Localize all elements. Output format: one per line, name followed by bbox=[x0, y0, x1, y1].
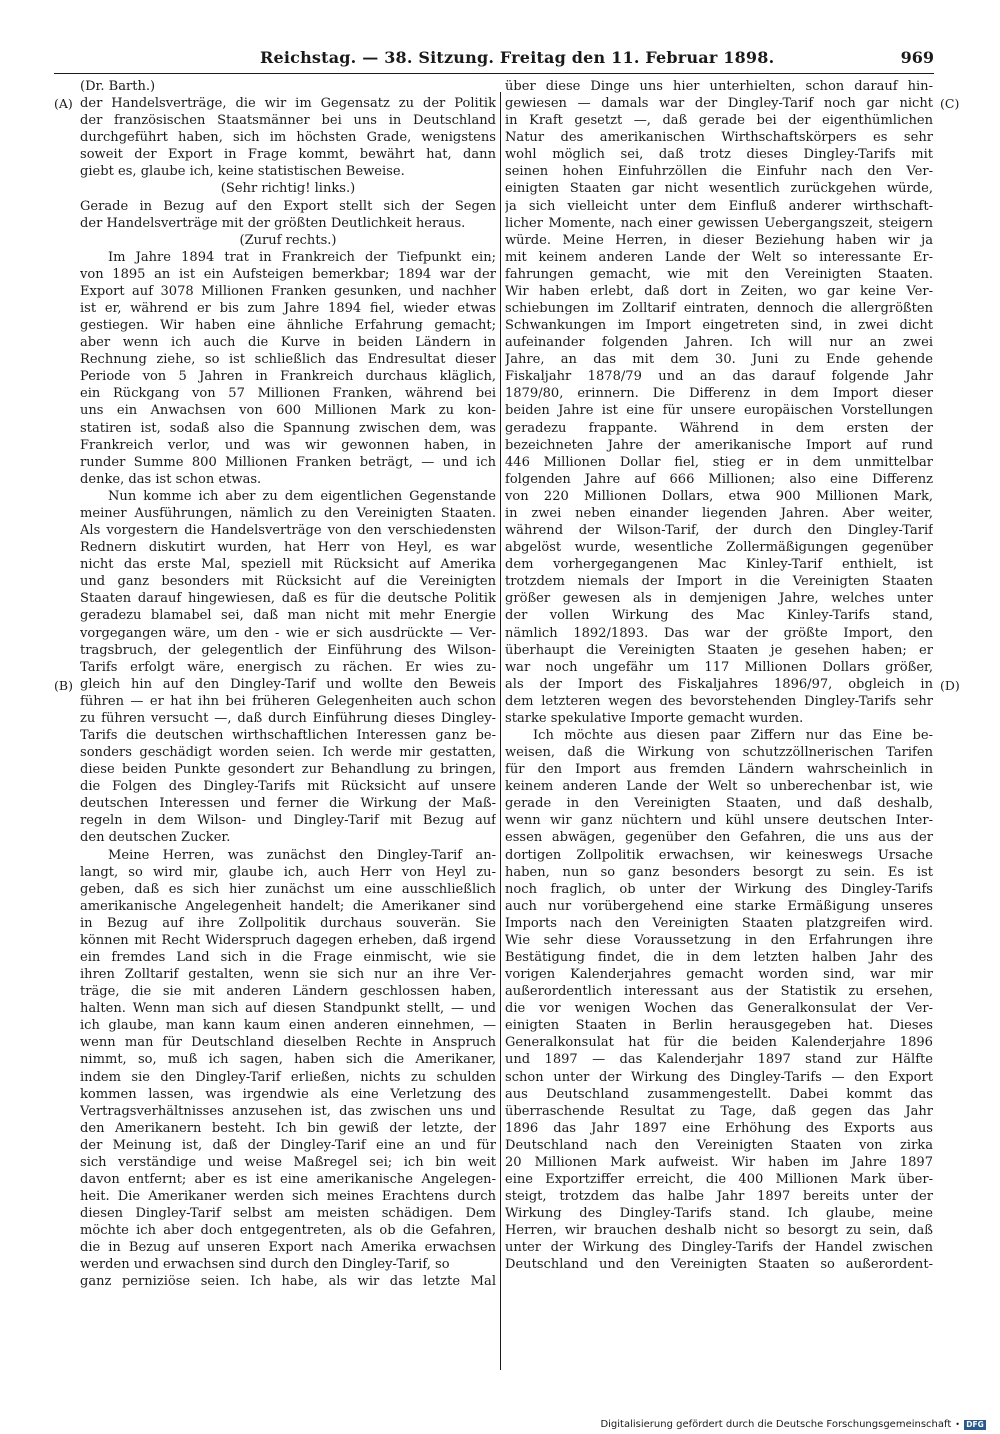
left-text-line: davon entfernt; aber es ist eine amerikanische Angelegen- bbox=[80, 1172, 496, 1187]
right-text-line: einigten Staaten gar nicht wesentlich zurückgehen würde, bbox=[505, 181, 933, 197]
left-text-line: amerikanische Angelegenheit handelt; die Amerikaner sind bbox=[80, 898, 496, 914]
left-text-line: Gerade in Bezug auf den Export stellt sich der Segen bbox=[80, 198, 496, 214]
margin-marker-b: (B) bbox=[54, 678, 73, 693]
right-text-line: wenn wir ganz nüchtern und kühl unsere deutschen Inter- bbox=[505, 813, 933, 829]
left-text-line: führen — er hat ihn bei früheren Gelegenheiten auch schon bbox=[80, 693, 496, 709]
left-text-line: statiren ist, sodaß also die Spannung zwischen dem, was bbox=[80, 420, 496, 436]
right-text-line: essen abwägen, gegenüber den Gefahren, die uns aus der bbox=[505, 830, 933, 846]
left-text-line: wenn man für Deutschland dieselben Rechte in Anspruch bbox=[80, 1035, 496, 1051]
left-text-line: der französischen Staatsmänner bei uns in Deutschland bbox=[80, 113, 496, 129]
left-text-line: gestiegen. Wir haben eine ähnliche Erfahrung gemacht; bbox=[80, 318, 496, 334]
left-text-line: ist er, während er bis zum Jahre 1894 fiel, wieder etwas bbox=[80, 301, 496, 317]
header-title: Reichstag. — 38. Sitzung. Freitag den 11. Februar 1898. bbox=[260, 48, 775, 67]
left-text-line: runder Summe 800 Millionen Franken beträgt, — und ich bbox=[80, 454, 496, 470]
left-text-line: Meine Herren, was zunächst den Dingley-Tarif an- bbox=[108, 847, 496, 863]
left-text-line: ihren Zolltarif gestalten, wenn sie sich nur an ihre Ver- bbox=[80, 967, 496, 983]
right-text-line: war noch ungefähr um 117 Millionen Dollars größer, bbox=[505, 659, 933, 675]
left-text-line: Tarifs die deutschen wirthschaftlichen Interessen ganz be- bbox=[80, 727, 496, 743]
left-text-line: halten. Wenn man sich auf diesen Standpunkt stellt, — und bbox=[80, 1001, 496, 1017]
left-text-line: in Bezug auf ihre Zollpolitik durchaus souverän. Sie bbox=[80, 915, 496, 931]
left-column-text bbox=[80, 95, 496, 1290]
left-text-line: der Handelsverträge mit der größten Deutlichkeit heraus. bbox=[80, 215, 466, 231]
right-text-line: abgelöst wurde, wesentliche Zollermäßigungen gegenüber bbox=[505, 540, 933, 556]
dfg-logo: DFG bbox=[964, 1420, 986, 1430]
right-text-line: aus Deutschland zusammengestellt. Dabei kommt das bbox=[505, 1086, 933, 1102]
left-text-line: kommen lassen, was irgendwie als eine Verletzung des bbox=[80, 1086, 496, 1102]
right-text-line: unter der Wirkung des Dingley-Tarifs der Handel zwischen bbox=[505, 1240, 933, 1256]
right-text-line: über diese Dinge uns hier unterhielten, schon darauf hin- bbox=[505, 79, 933, 94]
right-text-line: bezeichneten Jahre der amerikanische Import auf rund bbox=[505, 437, 933, 453]
right-column-text bbox=[505, 78, 933, 1273]
right-text-line: Generalkonsulat hat für die beiden Kalenderjahre 1896 bbox=[505, 1035, 933, 1051]
right-text-line: schon unter der Wirkung des Dingley-Tarifs — den Export bbox=[505, 1069, 933, 1085]
left-text-line: giebt es, glaube ich, keine statistischen Beweise. bbox=[80, 164, 405, 180]
left-text-line: Periode von 5 Jahren in Frankreich durchaus kläglich, bbox=[80, 369, 496, 385]
right-text-line: Wirkung des Dingley-Tarifs stand. Ich glaube, meine bbox=[505, 1206, 933, 1222]
right-text-line: von 220 Millionen Dollars, etwa 900 Millionen Mark, bbox=[505, 488, 933, 504]
right-text-line: überraschende Resultat zu Tage, daß gegen das Jahr bbox=[505, 1103, 933, 1119]
left-text-line: meiner Ausführungen, nämlich zu den Vereinigten Staaten. bbox=[80, 505, 496, 521]
right-text-line: Wie sehr diese Voraussetzung in den Erfahrungen ihre bbox=[505, 932, 933, 948]
left-text-line: Als vorgestern die Handelsverträge von den verschiedensten bbox=[80, 523, 496, 539]
left-text-line: Staaten darauf hingewiesen, daß es für die deutsche Politik bbox=[80, 591, 496, 607]
left-text-line: den deutschen Zucker. bbox=[80, 830, 231, 846]
left-text-line: ich glaube, man kann kaum einen anderen einnehmen, — bbox=[80, 1018, 496, 1034]
right-text-line: überhaupt die Vereinigten Staaten je gesehen haben; er bbox=[505, 642, 933, 658]
right-text-line: dortigen Zollpolitik erwachsen, wir keineswegs Ursache bbox=[505, 847, 933, 863]
page-number: 969 bbox=[900, 48, 934, 67]
left-text-line: uns ein Anwachsen von 600 Millionen Mark zu kon- bbox=[80, 403, 496, 419]
right-text-line: die vor wenigen Wochen das Generalkonsulat der Ver- bbox=[505, 1001, 933, 1017]
left-text-line: durchgeführt haben, sich im höchsten Grade, wenigstens bbox=[80, 130, 496, 146]
left-text-line: Vertragsverhältnisses anzusehen ist, das zwischen uns und bbox=[80, 1103, 496, 1119]
margin-marker-d: (D) bbox=[940, 678, 960, 693]
right-text-line: keinem anderen Lande der Welt so unberechenbar ist, wie bbox=[505, 779, 933, 795]
left-text-line: ganz perniziöse seien. Ich habe, als wir das letzte Mal bbox=[80, 1274, 496, 1290]
left-text-line: diesen Dingley-Tarif selbst am meisten schädigen. Dem bbox=[80, 1206, 496, 1222]
right-text-line: Bestätigung findet, die in dem letzten halben Jahr des bbox=[505, 949, 933, 965]
left-text-line: möchte ich aber doch entgegentreten, als ob die Gefahren, bbox=[80, 1223, 496, 1239]
right-text-line: Deutschland und den Vereinigten Staaten so außerordent- bbox=[505, 1257, 933, 1273]
left-text-line: denke, das ist schon etwas. bbox=[80, 471, 262, 487]
right-text-line: folgenden Jahre auf 666 Millionen; also eine Differenz bbox=[505, 471, 933, 487]
left-text-line: tragsbruch, der gelegentlich der Einführung des Wilson- bbox=[80, 642, 496, 658]
margin-marker-a: (A) bbox=[54, 96, 73, 111]
right-text-line: 1879/80, erinnern. Die Differenz in dem Import dieser bbox=[505, 386, 933, 402]
left-text-line: soweit der Export in Frage kommt, bewährt hat, dann bbox=[80, 147, 496, 163]
right-text-line: mit keinem anderen Lande der Welt so interessante Er- bbox=[505, 249, 933, 265]
running-header bbox=[74, 48, 934, 72]
left-text-line: deutschen Interessen und ferner die Wirkung der Maß- bbox=[80, 796, 496, 812]
right-text-line: gerade in den Vereinigten Staaten, und daß deshalb, bbox=[505, 796, 933, 812]
right-text-line: Imports nach den Vereinigten Staaten platzgreifen wird. bbox=[505, 915, 933, 931]
right-text-line: steigt, trotzdem das halbe Jahr 1897 bereits unter der bbox=[505, 1189, 933, 1205]
right-text-line: 20 Millionen Mark aufweist. Wir haben im Jahre 1897 bbox=[505, 1154, 933, 1170]
left-text-line: nimmt, so, muß ich sagen, haben sich die Amerikaner, bbox=[80, 1052, 496, 1068]
left-text-line: langt, so wird mir, glaube ich, auch Herr von Heyl zu- bbox=[80, 864, 496, 880]
right-text-line: trotzdem niemals der Import in die Vereinigten Staaten bbox=[505, 574, 933, 590]
left-text-line: die in Bezug auf unseren Export nach Amerika erwachsen bbox=[80, 1240, 496, 1256]
left-text-line: Export auf 3078 Millionen Franken gesunken, und nachher bbox=[80, 283, 496, 299]
footer-credit: Digitalisierung gefördert durch die Deutsche Forschungsgemeinschaft bbox=[600, 1419, 952, 1430]
right-text-line: geradezu frappante. Während in dem ersten der bbox=[505, 420, 933, 436]
right-text-line: weisen, daß die Wirkung von schutzzöllnerischen Tarifen bbox=[505, 745, 933, 761]
left-text-line: den Amerikanern besteht. Ich bin gewiß der letzte, der bbox=[80, 1120, 496, 1136]
right-text-line: gewiesen — damals war der Dingley-Tarif noch gar nicht bbox=[505, 96, 933, 112]
right-text-line: 1896 das Jahr 1897 eine Erhöhung des Exports aus bbox=[505, 1120, 933, 1136]
right-text-line: Deutschland nach den Vereinigten Staaten von zirka bbox=[505, 1137, 933, 1153]
right-text-line: und 1897 — das Kalenderjahr 1897 stand zur Hälfte bbox=[505, 1052, 933, 1068]
right-text-line: fahrungen gemacht, wie mit den Vereinigten Staaten. bbox=[505, 266, 933, 282]
left-text-line: vorgegangen wäre, um den - wie er sich ausdrückte — Ver- bbox=[80, 625, 496, 641]
left-text-line: und ganz besonders mit Rücksicht auf die Vereinigten bbox=[80, 574, 496, 590]
left-text-line: können mit Recht Widerspruch dagegen erheben, daß irgend bbox=[80, 932, 496, 948]
left-text-line: träge, die sie mit anderen Ländern geschlossen haben, bbox=[80, 984, 496, 1000]
left-text-line: nicht das erste Mal, speziell mit Rücksicht auf Amerika bbox=[80, 557, 496, 573]
left-text-line: werden und erwachsen sind durch den Dingley-Tarif, so bbox=[80, 1257, 450, 1273]
right-text-line: in Kraft gesetzt —, daß gerade bei der eigenthümlichen bbox=[505, 113, 933, 129]
left-text-line: Rechnung ziehe, so ist schließlich das Endresultat dieser bbox=[80, 352, 496, 368]
right-text-line: würde. Meine Herren, in dieser Beziehung haben wir ja bbox=[505, 232, 933, 248]
left-text-line: sich verständige und weise Maßregel sei; ich bin weit bbox=[80, 1154, 496, 1170]
left-text-line: (Zuruf rechts.) bbox=[239, 232, 337, 248]
left-text-line: ein Rückgang von 57 Millionen Franken, während bei bbox=[80, 386, 496, 402]
right-text-line: Jahre, an das mit dem 30. Juni zu Ende gehende bbox=[505, 352, 933, 368]
right-text-line: schiebungen im Zolltarif eintraten, dennoch die allergrößten bbox=[505, 301, 933, 317]
footer-separator: • bbox=[955, 1420, 960, 1429]
left-text-line: aber wenn ich auch die Kurve in beiden Ländern in bbox=[80, 335, 496, 351]
right-text-line: Wir haben erlebt, daß dort in Zeiten, wo gar keine Ver- bbox=[505, 283, 933, 299]
left-text-line: von 1895 an ist ein Aufsteigen bemerkbar; 1894 war der bbox=[80, 266, 496, 282]
left-text-line: Im Jahre 1894 trat in Frankreich der Tiefpunkt ein; bbox=[108, 249, 496, 265]
right-text-line: auch nur vorübergehend eine starke Ermäßigung unseres bbox=[505, 898, 933, 914]
right-text-line: der vollen Wirkung des Mac Kinley-Tarifs stand, bbox=[505, 608, 933, 624]
left-text-line: ein fremdes Land sich in die Frage einmischt, wie sie bbox=[80, 949, 496, 965]
left-text-line: (Sehr richtig! links.) bbox=[220, 181, 356, 197]
right-text-line: starke spekulative Importe gemacht wurden. bbox=[505, 710, 804, 726]
left-text-line: gleich hin auf den Dingley-Tarif und wollte den Beweis bbox=[80, 676, 496, 692]
left-text-line: Nun komme ich aber zu dem eigentlichen Gegenstande bbox=[108, 488, 496, 504]
right-text-line: eine Exportziffer erreicht, die 400 Millionen Mark über- bbox=[505, 1172, 933, 1187]
left-text-line: Frankreich verlor, und was wir gewonnen haben, in bbox=[80, 437, 496, 453]
right-text-line: seinen hohen Einfuhrzöllen die Einfuhr nach den Ver- bbox=[505, 164, 933, 180]
right-text-line: Fiskaljahr 1878/79 und an das darauf folgende Jahr bbox=[505, 369, 933, 385]
right-text-line: ja sich vielleicht unter dem Einfluß anderer wirthschaft- bbox=[505, 198, 933, 214]
right-text-line: in zwei neben einander liegenden Jahren. Aber weiter, bbox=[505, 505, 933, 521]
right-text-line: Schwankungen im Import eingetreten sind, in zwei dicht bbox=[505, 318, 933, 334]
right-text-line: außerordentlich interessant aus der Statistik zu ersehen, bbox=[505, 984, 933, 1000]
right-text-line: 446 Millionen Dollar fiel, stieg er in dem unmittelbar bbox=[505, 454, 933, 470]
right-text-line: Herren, wir brauchen deshalb nicht so besorgt zu sein, daß bbox=[505, 1223, 933, 1239]
right-text-line: wohl möglich sei, daß trotz dieses Dingley-Tarifs mit bbox=[505, 147, 933, 163]
right-text-line: haben, nun so ganz besonders besorgt zu sein. Es ist bbox=[505, 864, 933, 880]
right-text-line: Natur des amerikanischen Wirthschaftskörpers es sehr bbox=[505, 130, 933, 146]
speaker-name: (Dr. Barth.) bbox=[80, 79, 156, 94]
left-text-line: heit. Die Amerikaner werden sich meines Erachtens durch bbox=[80, 1189, 496, 1205]
right-text-line: licher Momente, nach einer gewissen Uebergangszeit, steigern bbox=[505, 215, 933, 231]
right-text-line: für den Import aus fremden Ländern wahrscheinlich in bbox=[505, 762, 933, 778]
left-text-line: diese beiden Punkte gesondert zur Behandlung zu bringen, bbox=[80, 762, 496, 778]
left-text-line: der Handelsverträge, die wir im Gegensatz zu der Politik bbox=[80, 96, 496, 112]
header-rule bbox=[54, 73, 934, 74]
right-text-line: vorigen Kalenderjahres gemacht worden sind, war mir bbox=[505, 967, 933, 983]
left-text-line: der Meinung ist, daß der Dingley-Tarif eine an und für bbox=[80, 1137, 496, 1153]
right-text-line: größer gewesen als in demjenigen Jahre, welches unter bbox=[505, 591, 933, 607]
right-text-line: dem letzteren wegen des bevorstehenden Dingley-Tarifs sehr bbox=[505, 693, 933, 709]
left-column bbox=[80, 78, 496, 1291]
right-text-line: noch fraglich, ob unter der Wirkung des Dingley-Tarifs bbox=[505, 881, 933, 897]
left-text-line: indem sie den Dingley-Tarif erließen, nichts zu schulden bbox=[80, 1069, 496, 1085]
right-text-line: dem vorhergegangenen Mac Kinley-Tarif enthielt, ist bbox=[505, 557, 933, 573]
right-column bbox=[505, 78, 933, 1273]
left-text-line: geben, daß es sich hier zunächst um eine ausschließlich bbox=[80, 881, 496, 897]
right-text-line: einigten Staaten in Berlin herausgegeben hat. Dieses bbox=[505, 1018, 933, 1034]
right-text-line: während der Wilson-Tarif, der durch den Dingley-Tarif bbox=[505, 523, 933, 539]
right-text-line: aufeinander folgenden Jahren. Ich will nur an zwei bbox=[505, 335, 933, 351]
left-text-line: zu führen versucht —, daß durch Einführung dieses Dingley- bbox=[80, 710, 496, 726]
digitization-footer bbox=[600, 1419, 986, 1430]
right-text-line: Ich möchte aus diesen paar Ziffern nur das Eine be- bbox=[533, 727, 933, 743]
left-text-line: geradezu blamabel sei, daß man nicht mit mehr Energie bbox=[80, 608, 496, 624]
column-divider bbox=[500, 92, 501, 1370]
left-text-line: regeln in dem Wilson- und Dingley-Tarif mit Bezug auf bbox=[80, 813, 496, 829]
right-text-line: beiden Jahre ist eine für unsere europäischen Vorstellungen bbox=[505, 403, 933, 419]
right-text-line: als der Import des Fiskaljahres 1896/97, obgleich in bbox=[505, 676, 933, 692]
left-text-line: die Folgen des Dingley-Tarifs mit Rücksicht auf unsere bbox=[80, 779, 496, 795]
left-text-line: Tarifs erfolgt wäre, energisch zu rächen. Er wies zu- bbox=[80, 659, 496, 675]
right-text-line: nämlich 1892/1893. Das war der größte Import, den bbox=[505, 625, 933, 641]
left-text-line: Rednern diskutirt wurden, hat Herr von Heyl, es war bbox=[80, 540, 496, 556]
left-text-line: sonders geschädigt worden seien. Ich werde mir gestatten, bbox=[80, 745, 496, 761]
margin-marker-c: (C) bbox=[940, 96, 960, 111]
